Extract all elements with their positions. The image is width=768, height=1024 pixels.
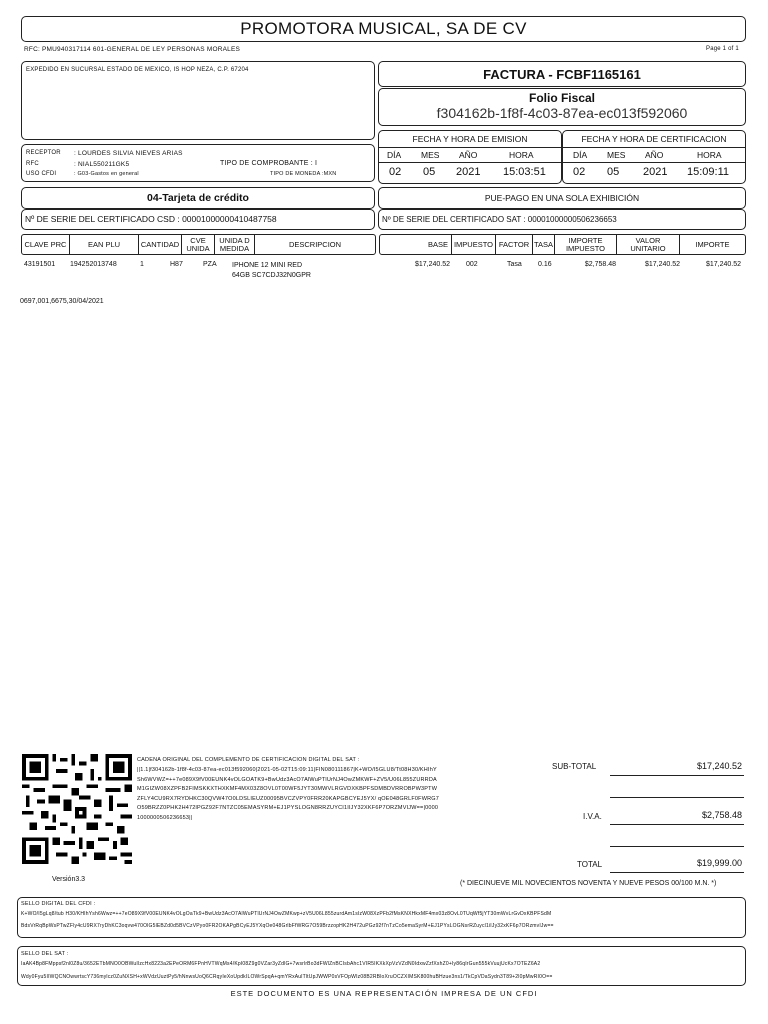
forma-pago: 04-Tarjeta de crédito [147, 192, 249, 204]
ce-anio-label: AÑO [645, 150, 664, 160]
iva-label: I.V.A. [583, 812, 602, 821]
td-cve-unidad: H87 [170, 261, 183, 268]
reference-line: 0697,001,6675,30/04/2021 [20, 298, 104, 305]
metodo-pago-box [378, 187, 746, 209]
sello-sat-line2: Wdy0Fyu5IIWQCNOwwrtscY736mylcz0ZuNXSH+xWVdzUuztPy5/hNnwsUoQ6CRqyIeXoUpdkILOWrSpqA+qmYRxAulTltUpJWWP0sVFOpWIz08B2RBloXruOCZXIMSK800huBHzue3ns1/TkCpVDaSydn3T89+2l0pMwRI0O== [21, 974, 553, 980]
receptor-box [21, 144, 375, 182]
total-in-words: (* DIECINUEVE MIL NOVECIENTOS NOVENTA Y NUEVE PESOS 00/100 M.N. *) [460, 880, 717, 887]
td-cantidad: 1 [140, 261, 144, 268]
th-impuesto: IMPUESTO [452, 235, 496, 254]
rfc-label: RFC [26, 161, 39, 167]
factura-title: FACTURA - FCBF1165161 [483, 67, 641, 82]
ce-mes-label: MES [607, 150, 626, 160]
ce-dia-label: DÍA [573, 150, 588, 160]
ce-mes: 05 [607, 166, 620, 178]
folio-value: f304162b-1f8f-4c03-87ea-ec013f592060 [436, 105, 688, 121]
em-dia-label: DÍA [387, 150, 402, 160]
csd-box [21, 209, 375, 230]
uso-cfdi-label: USO CFDI [26, 171, 57, 177]
rfc-value: : NIAL550211GK5 [74, 161, 130, 168]
td-base: $17,240.52 [414, 261, 450, 268]
sello-sat-box [17, 946, 746, 986]
sello-sat-title: SELLO DEL SAT : [21, 951, 69, 957]
emision-label: FECHA Y HORA DE EMISION [412, 134, 528, 144]
table-header-right [379, 234, 746, 255]
uso-cfdi-value: : G03-Gastos en general [74, 171, 139, 177]
th-unidad-medida: UNIDA D MEDIDA [215, 235, 255, 254]
td-valor-unitario: $17,240.52 [644, 261, 680, 268]
th-descripcion: DESCRIPCION [288, 239, 342, 249]
th-ean: EAN PLU [70, 235, 139, 254]
subtotal-label: SUB-TOTAL [552, 762, 597, 771]
em-hora: 15:03:51 [503, 166, 546, 178]
cert-label: FECHA Y HORA DE CERTIFICACION [581, 134, 727, 144]
sat-box [378, 209, 746, 230]
em-mes-label: MES [421, 150, 440, 160]
td-factor: Tasa [507, 261, 522, 268]
th-factor: FACTOR [496, 235, 533, 254]
total-label: TOTAL [577, 860, 603, 869]
td-clave: 43191501 [24, 261, 56, 268]
metodo-pago: PUE-PAGO EN UNA SOLA EXHIBICIÓN [484, 193, 640, 203]
td-importe: $17,240.52 [705, 261, 741, 268]
folio-box [378, 88, 746, 126]
sello-digital-title: SELLO DIGITAL DEL CFDI : [21, 901, 96, 907]
td-descripcion: IPHONE 12 MINI RED 64GB SC7CDJ32N0GPR [232, 262, 311, 279]
ce-hora: 15:09:11 [687, 166, 730, 178]
expedido-text: EXPEDIDO EN SUCURSAL ESTADO DE MEXICO, IS HOP NEZA, C.P. 67204 [26, 67, 249, 73]
th-tasa: TASA [533, 235, 555, 254]
receptor-value: : LOURDES SILVIA NIEVES ARIAS [74, 150, 183, 157]
em-anio: 2021 [456, 166, 481, 178]
ce-dia: 02 [573, 166, 586, 178]
expedido-box [21, 61, 375, 140]
em-hora-label: HORA [509, 150, 534, 160]
total-value: $19,999.00 [696, 858, 742, 868]
footer-note: ESTE DOCUMENTO ES UNA REPRESENTACIÓN IMPRESA DE UN CFDI [230, 989, 538, 998]
em-dia: 02 [389, 166, 402, 178]
th-clave: CLAVE PRC [22, 235, 70, 254]
folio-label: Folio Fiscal [528, 91, 595, 105]
rfc-line: RFC: PMU940317114 601-GENERAL DE LEY PERSONAS MORALES [24, 46, 241, 53]
cadena-text: ||1.1|f304162b-1f8f-4c03-87ea-ec013f592060|2021-05-02T15:09:11|FIN080111867|K+WO/I5GLU8/Tt08H30/KHIhYSh6WVWZ=++7e089X9fV00EUNK4vOLGOATK9+BwUdz3AcO7AlWuPTlUrNJ4OwZMKWF+ZV5/U06L855ZURRDAM1GIZW08XZPFB2FIMSKKXTHXKMF4MX03Z8OVL0T00WF5JYT30MWVLRGVDXKBPFSDMBDVRROBPW3PTWZFLY4CU9RX7RYDHKC30QVW47O0LDSLIEUZ00095BVCZVPY0FRR20KAPGBCYEJ5YX/ qOE048GRLF0FWRG7O59BRZZ0PHK2H472lPGZ92F7NTZC05EMASYRM+EJ1PYSLOGN8RRZUYCI1IIJY32XKF6P7ORZMVIJW==|00001000000506236653|| [137, 767, 439, 821]
sat-serial: Nº DE SERIE DEL CERTIFICADO SAT : 00001000000506236653 [382, 215, 617, 224]
company-title: PROMOTORA MUSICAL, SA DE CV [240, 19, 527, 38]
table-header-left [21, 234, 376, 255]
sello-digital-line2: BdsVrRqBpWsPTwZFly4cU9RX7ryDhKC3oqvw470OlG5lEBZd0d5BVCzVPyo0FR2OKAPgBCyEJ5YXqOe048GrlbFfWRG7O59BrzzopHK2H472uPGz92f7nTzCo5emaSyrM+EJ1PYsLOGNsrRZuycl1iIJy32xKF6p7ORzmvIJw== [21, 923, 554, 929]
cadena-title: CADENA ORIGINAL DEL COMPLEMENTO DE CERTIFICACION DIGITAL DEL SAT : [137, 757, 360, 763]
qr-code [22, 754, 132, 864]
ce-anio: 2021 [643, 166, 668, 178]
ce-hora-label: HORA [697, 150, 722, 160]
em-mes: 05 [423, 166, 436, 178]
td-unidad-medida: PZA [203, 261, 217, 268]
td-impuesto: 002 [466, 261, 478, 268]
td-tasa: 0.16 [538, 261, 552, 268]
sello-sat-line1: IaAK4Bp8FMppsf2nl0Z8u/3652ETbMNO0OBWuIlzcHx8223a2EPeORM6FPnHVTWqMs4/KpI08Z9g0VZar3yZdlG+7wsrlrBo3dFWlZnBCIsbAhc1VIR5IKXkXpVzVZdN0IdxwZzfXshZ0+Iy86qIrGun555kVuujUcKx7OTEZ6A2 [21, 961, 541, 967]
subtotal-value: $17,240.52 [696, 761, 742, 771]
th-valor-unitario: VALOR UNITARIO [617, 235, 680, 254]
fecha-emision-box [378, 130, 562, 184]
sello-digital-box [17, 897, 746, 938]
sello-digital-line1: K+WO/I5gLq8/tub H30/KHIhYsh6Wwz=++7eO89X9fV00EUNK4vOLgOaTk9+BwUdz3AcO7AlWuPTlUrNJ4OwZMKwp+zV5U06L855zurdAm1sIzW08XzPFb2fMsKNXHkxMF4mx03z8OvL0TUqWf5jYT30mWvLrGvDxKBPFSdM [21, 911, 552, 917]
th-importe-impuesto: IMPORTE IMPUESTO [555, 235, 617, 254]
td-ean: 194252013748 [70, 261, 117, 268]
company-title-box [21, 16, 746, 42]
tipo-comprobante: TIPO DE COMPROBANTE : I [220, 160, 318, 167]
receptor-label: RECEPTOR [26, 150, 61, 156]
th-importe: IMPORTE [695, 239, 730, 249]
page-number: Page 1 of 1 [706, 46, 739, 52]
th-cve-unidad: CVE UNIDA [182, 235, 215, 254]
th-cantidad: CANTIDAD [139, 235, 182, 254]
forma-pago-box [21, 187, 375, 209]
th-base: BASE [380, 235, 452, 254]
em-anio-label: AÑO [459, 150, 478, 160]
fecha-cert-box [562, 130, 746, 184]
csd-serial: Nº DE SERIE DEL CERTIFICADO CSD : 00001000000410487758 [25, 214, 277, 224]
factura-box [378, 61, 746, 87]
version: Versión3.3 [52, 876, 86, 883]
tipo-moneda: TIPO DE MONEDA :MXN [270, 171, 337, 177]
td-importe-impuesto: $2,758.48 [584, 261, 616, 268]
iva-value: $2,758.48 [701, 810, 742, 820]
